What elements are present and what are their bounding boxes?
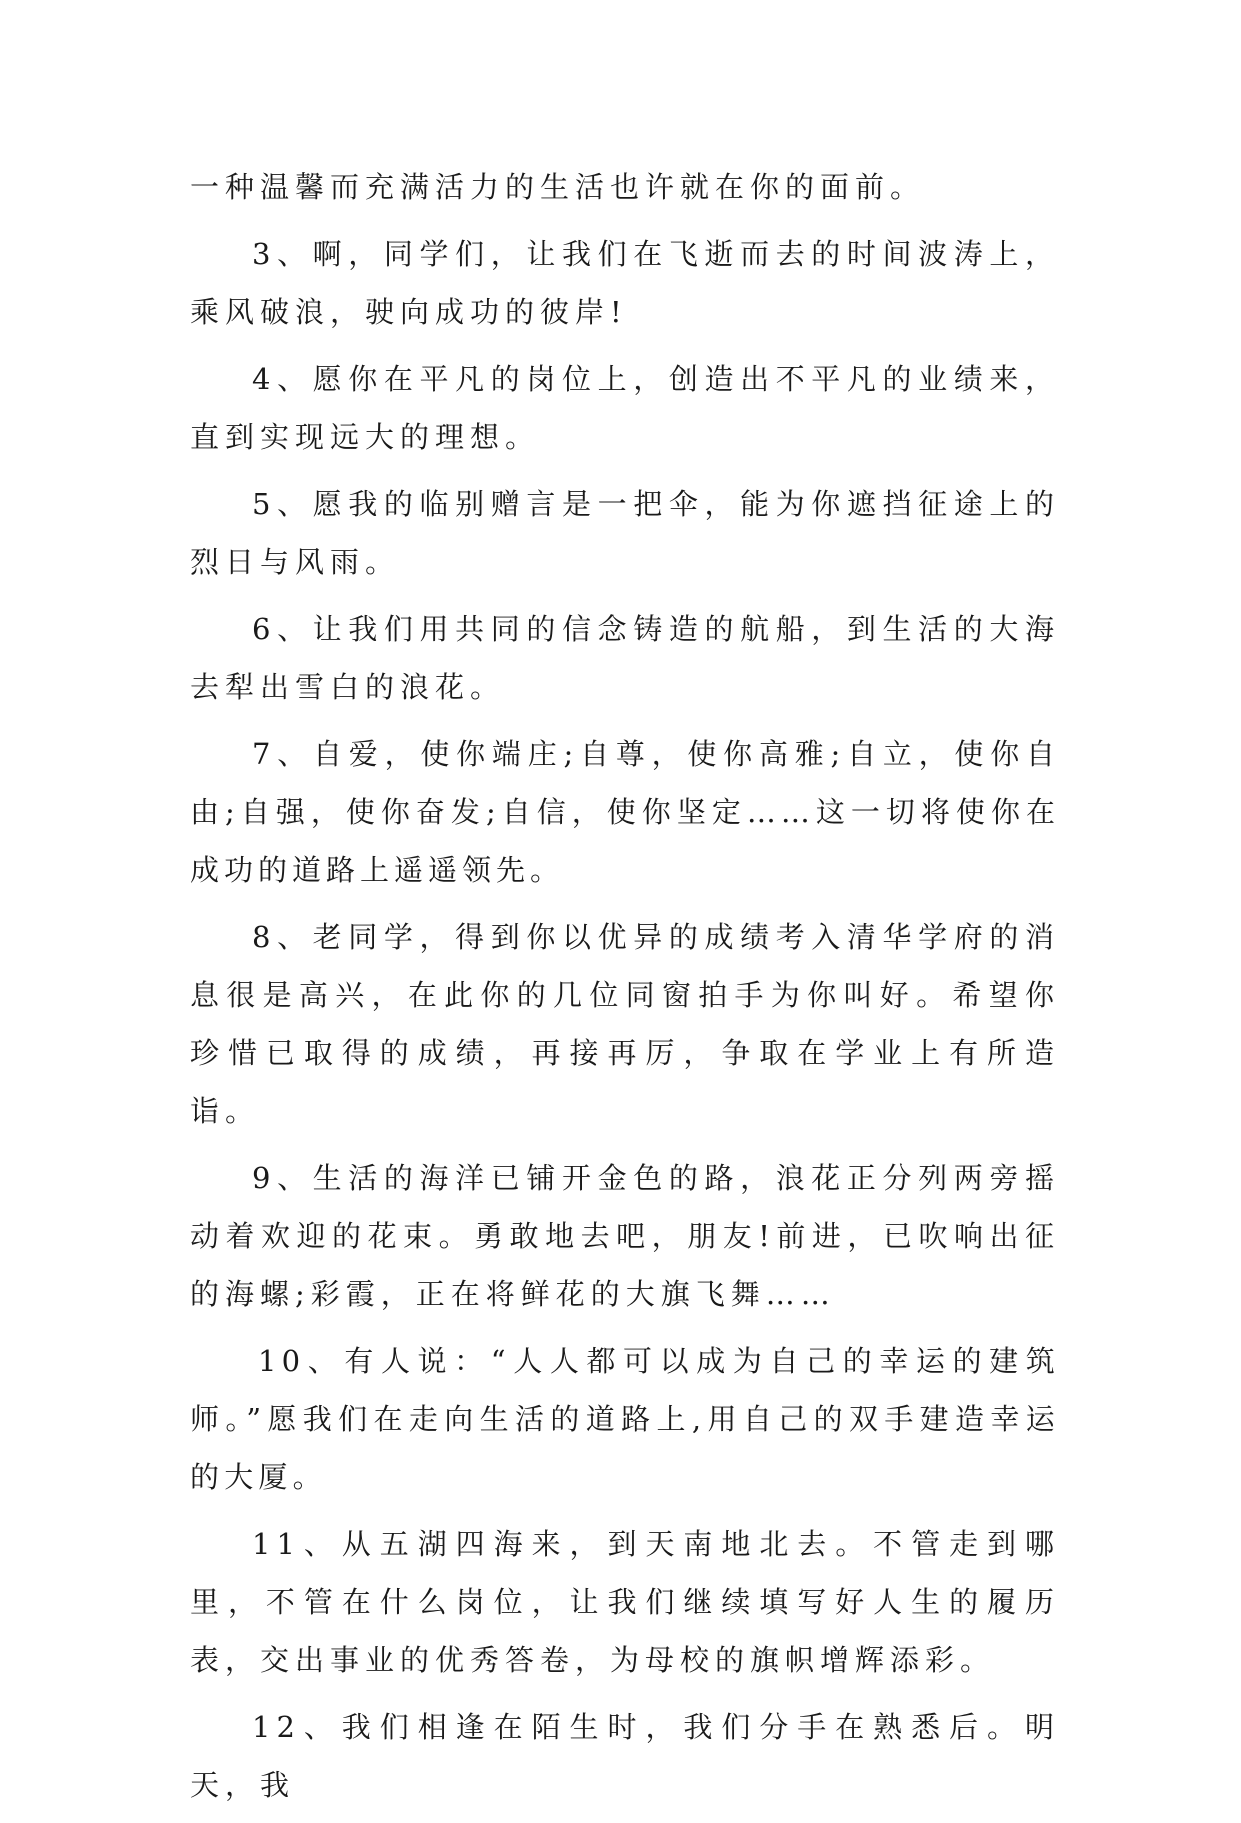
paragraph-item-8: 8、老同学，得到你以优异的成绩考入清华学府的消息很是高兴，在此你的几位同窗拍手为你叫好。希望你珍惜已取得的成绩，再接再厉，争取在学业上有所造诣。 xyxy=(190,920,1060,1128)
paragraph-item-6: 6、让我们用共同的信念铸造的航船，到生活的大海去犁出雪白的浪花。 xyxy=(190,612,1060,704)
paragraph-item-7: 7、自爱，使你端庄;自尊，使你高雅;自立，使你自由;自强，使你奋发;自信，使你坚定……这一切将使你在成功的道路上遥遥领先。 xyxy=(190,737,1060,887)
paragraph-item-4: 4、愿你在平凡的岗位上，创造出不平凡的业绩来，直到实现远大的理想。 xyxy=(190,362,1060,454)
paragraph-item-9: 9、生活的海洋已铺开金色的路，浪花正分列两旁摇动着欢迎的花束。勇敢地去吧，朋友!前进，已吹响出征的海螺;彩霞，正在将鲜花的大旗飞舞…… xyxy=(190,1161,1060,1311)
document-body xyxy=(190,158,1060,1823)
paragraph-item-12: 12、我们相逢在陌生时，我们分手在熟悉后。明天，我 xyxy=(190,1710,1060,1802)
paragraph-item-3: 3、啊，同学们，让我们在飞逝而去的时间波涛上，乘风破浪，驶向成功的彼岸! xyxy=(190,237,1060,329)
paragraph-continuation: 一种温馨而充满活力的生活也许就在你的面前。 xyxy=(190,170,926,204)
paragraph-item-5: 5、愿我的临别赠言是一把伞，能为你遮挡征途上的烈日与风雨。 xyxy=(190,487,1060,579)
paragraph-item-11: 11、从五湖四海来，到天南地北去。不管走到哪里，不管在什么岗位，让我们继续填写好人生的履历表，交出事业的优秀答卷，为母校的旗帜增辉添彩。 xyxy=(190,1527,1060,1677)
paragraph-item-10: 10、有人说：“人人都可以成为自己的幸运的建筑师。”愿我们在走向生活的道路上,用自己的双手建造幸运的大厦。 xyxy=(190,1344,1060,1494)
